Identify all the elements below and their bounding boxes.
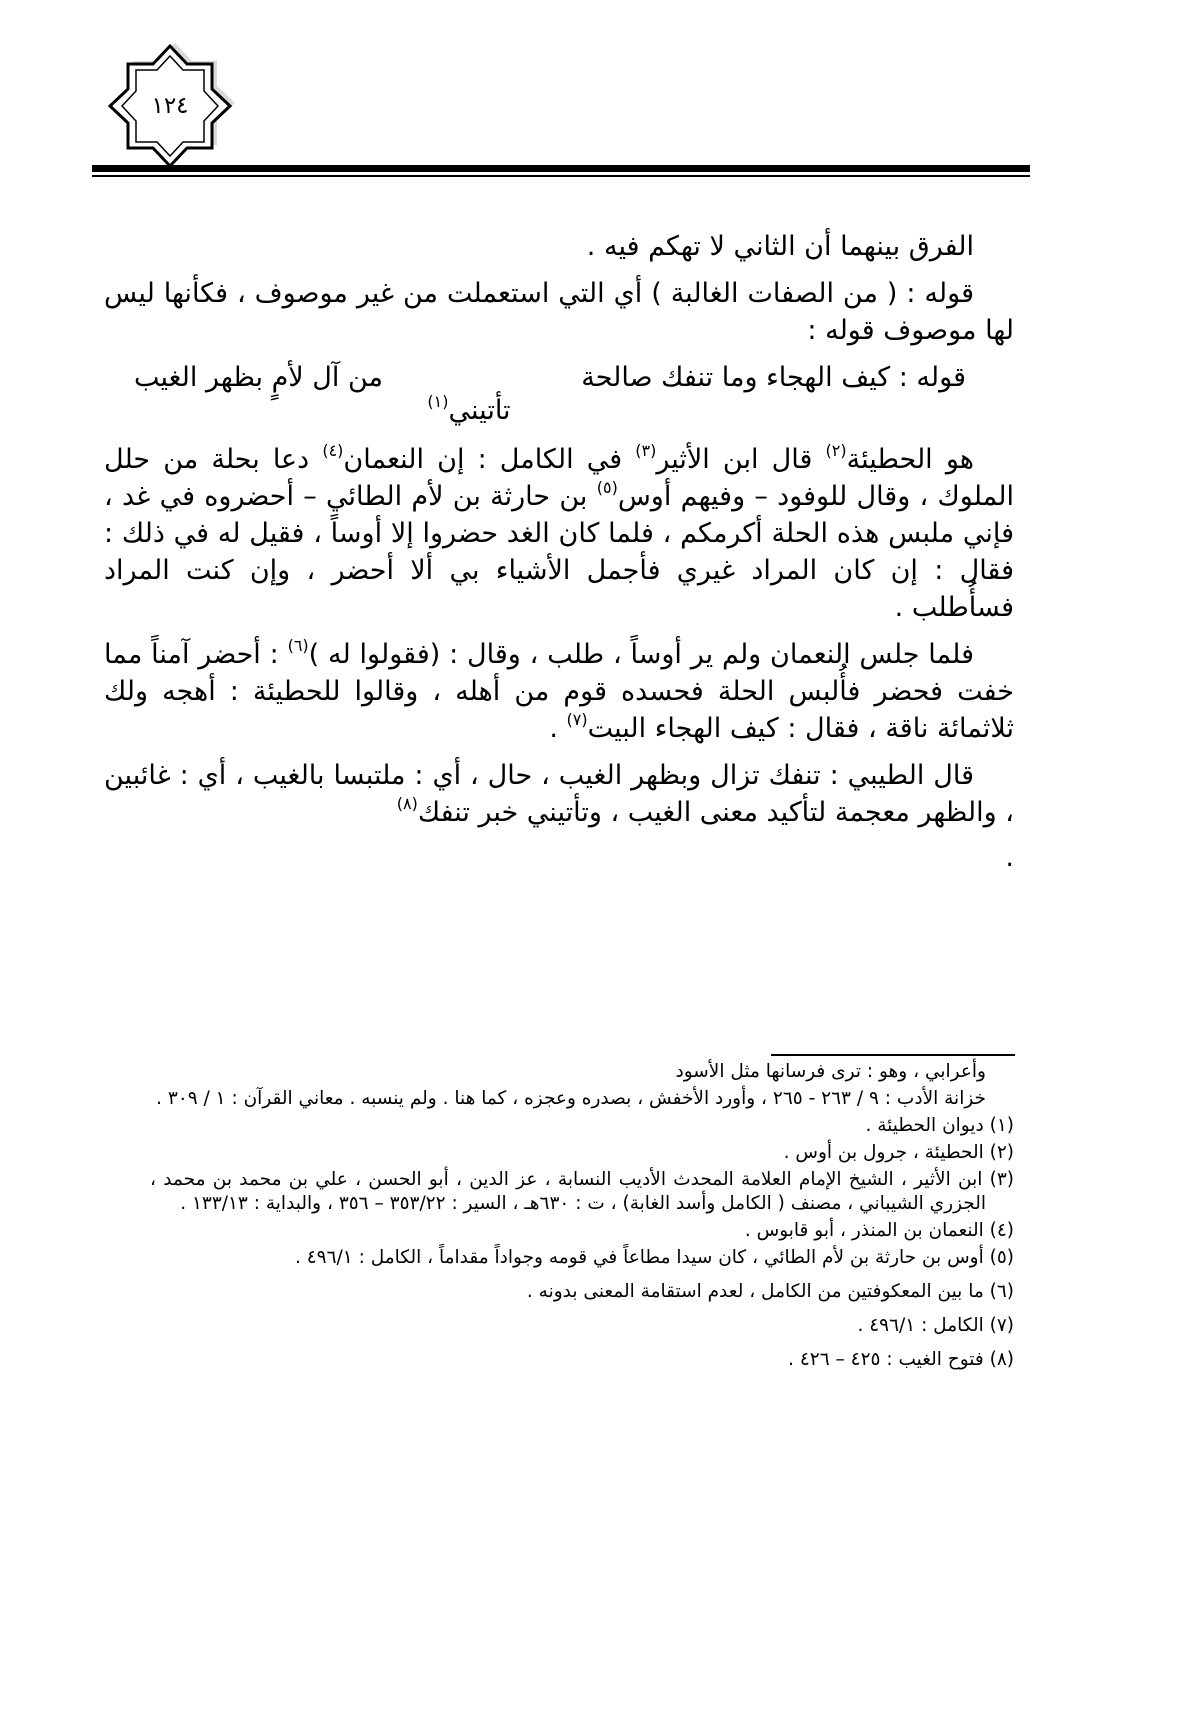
paragraph-3: هو الحطيئة$^{(٢)}$ قال ابن الأثير$^{(٣)}$ في الكامل : إن النعمان$^{(٤)}$ دعا بحلة من حلل الملوك ، وقال للوفود – وفيهم أوس$^{(٥)}$ بن حارثة بن لأم الطائي – أحضروه في غد ، فإني ملبس هذه الحلة أكرمكم ، فلما كان الغد حضروا إلا أوساً ، فقيل له في ذلك : فقال : إن كان المراد غيري فأجمل الأشياء بي ألا أحضر ، وإن كنت المراد فسأُطلب .: [104, 441, 1014, 623]
page-number-badge: [104, 40, 236, 172]
footnote-8: (٨) فتوح الغيب : ٤٢٥ – ٤٢٦ .: [788, 1349, 1014, 1370]
paragraph-4: فلما جلس النعمان ولم ير أوساً ، طلب ، وقال : (فقولوا له )$^{(٦)}$ : أحضر آمناً مما خفت فحضر فأُلبس الحلة فحسده قوم من أهله ، وقالوا للحطيئة : أهجه ولك ثلاثمائة ناقة ، فقال : كيف الهجاء البيت$^{(٧)}$ .: [104, 636, 1014, 744]
footnote-ref-7: (٧): [566, 710, 588, 729]
footnote-separator: [771, 1054, 1015, 1056]
main-text: [104, 228, 1014, 886]
footnote-2: (٢) الحطيئة ، جرول بن أوس .: [783, 1142, 1014, 1163]
footnotes: [150, 1060, 1014, 1375]
paragraph-5-end: .: [1005, 842, 1014, 873]
footnote-ref-5: (٥): [596, 478, 618, 497]
page-number: ١٢٤: [151, 93, 189, 119]
footnote-continuation-2: خزانة الأدب : ٩ / ٢٦٣ - ٢٦٥ ، وأورد الأخفش ، بصدره وعجزه ، كما هنا . ولم ينسبه . معاني القرآن : ١ / ٣٠٩ .: [156, 1088, 986, 1109]
footnote-ref-8: (٨): [396, 794, 418, 813]
paragraph-5: قال الطيبي : تنفك تزال وبظهر الغيب ، حال ، أي : ملتبسا بالغيب ، أي : غائبين ، والظهر معجمة لتأكيد معنى الغيب ، وتأتيني خبر تنفك$^{(٨)}$: [104, 760, 1014, 828]
footnote-4: (٤) النعمان بن المنذر ، أبو قابوس .: [744, 1220, 1014, 1241]
poem-verse: [104, 359, 1014, 396]
footnote-7: (٧) الكامل : ٤٩٦/١ .: [857, 1315, 1014, 1336]
footnote-ref-1: (١): [427, 392, 449, 411]
footnote-6: (٦) ما بين المعكوفتين من الكامل ، لعدم استقامة المعنى بدونه .: [526, 1281, 1014, 1302]
footnote-3: (٣) ابن الأثير ، الشيخ الإمام العلامة المحدث الأديب النسابة ، عز الدين ، أبو الحسن ، علي بن محمد بن محمد ، الجزري الشيباني ، مصنف ( الكامل وأسد الغابة) ، ت : ٦٣٠هـ ، السير : ٣٥٣/٢٢ – ٣٥٦ ، والبداية : ١٣٣/١٣ .: [150, 1169, 1014, 1214]
paragraph-1: الفرق بينهما أن الثاني لا تهكم فيه .: [586, 231, 974, 262]
footnote-ref-2: (٢): [825, 441, 847, 460]
footnote-ref-6: (٦): [287, 636, 309, 655]
verse-first-half: قوله : كيف الهجاء وما تنفك صالحة: [581, 362, 966, 393]
footnote-1: (١) ديوان الحطيئة .: [865, 1115, 1014, 1136]
footnote-continuation-1: وأعرابي ، وهو : ترى فرسانها مثل الأسود: [675, 1061, 986, 1082]
paragraph-2: قوله : ( من الصفات الغالبة ) أي التي استعملت من غير موصوف ، فكأنها ليس لها موصوف قوله :: [104, 278, 1014, 346]
verse-second-half: من آل لأمٍ بظهر الغيب: [134, 362, 383, 393]
footnote-ref-3: (٣): [635, 441, 657, 460]
footnote-5: (٥) أوس بن حارثة بن لأم الطائي ، كان سيدا مطاعاً في قومه وجواداً مقداماً ، الكامل : ٤٩٦/١ .: [294, 1247, 1014, 1268]
header-rule-thin: [92, 175, 1030, 177]
header-rule-thick: [92, 165, 1030, 172]
footnote-ref-4: (٤): [322, 441, 344, 460]
verse-tail: تأتيني$^{(١)}$: [427, 392, 511, 426]
